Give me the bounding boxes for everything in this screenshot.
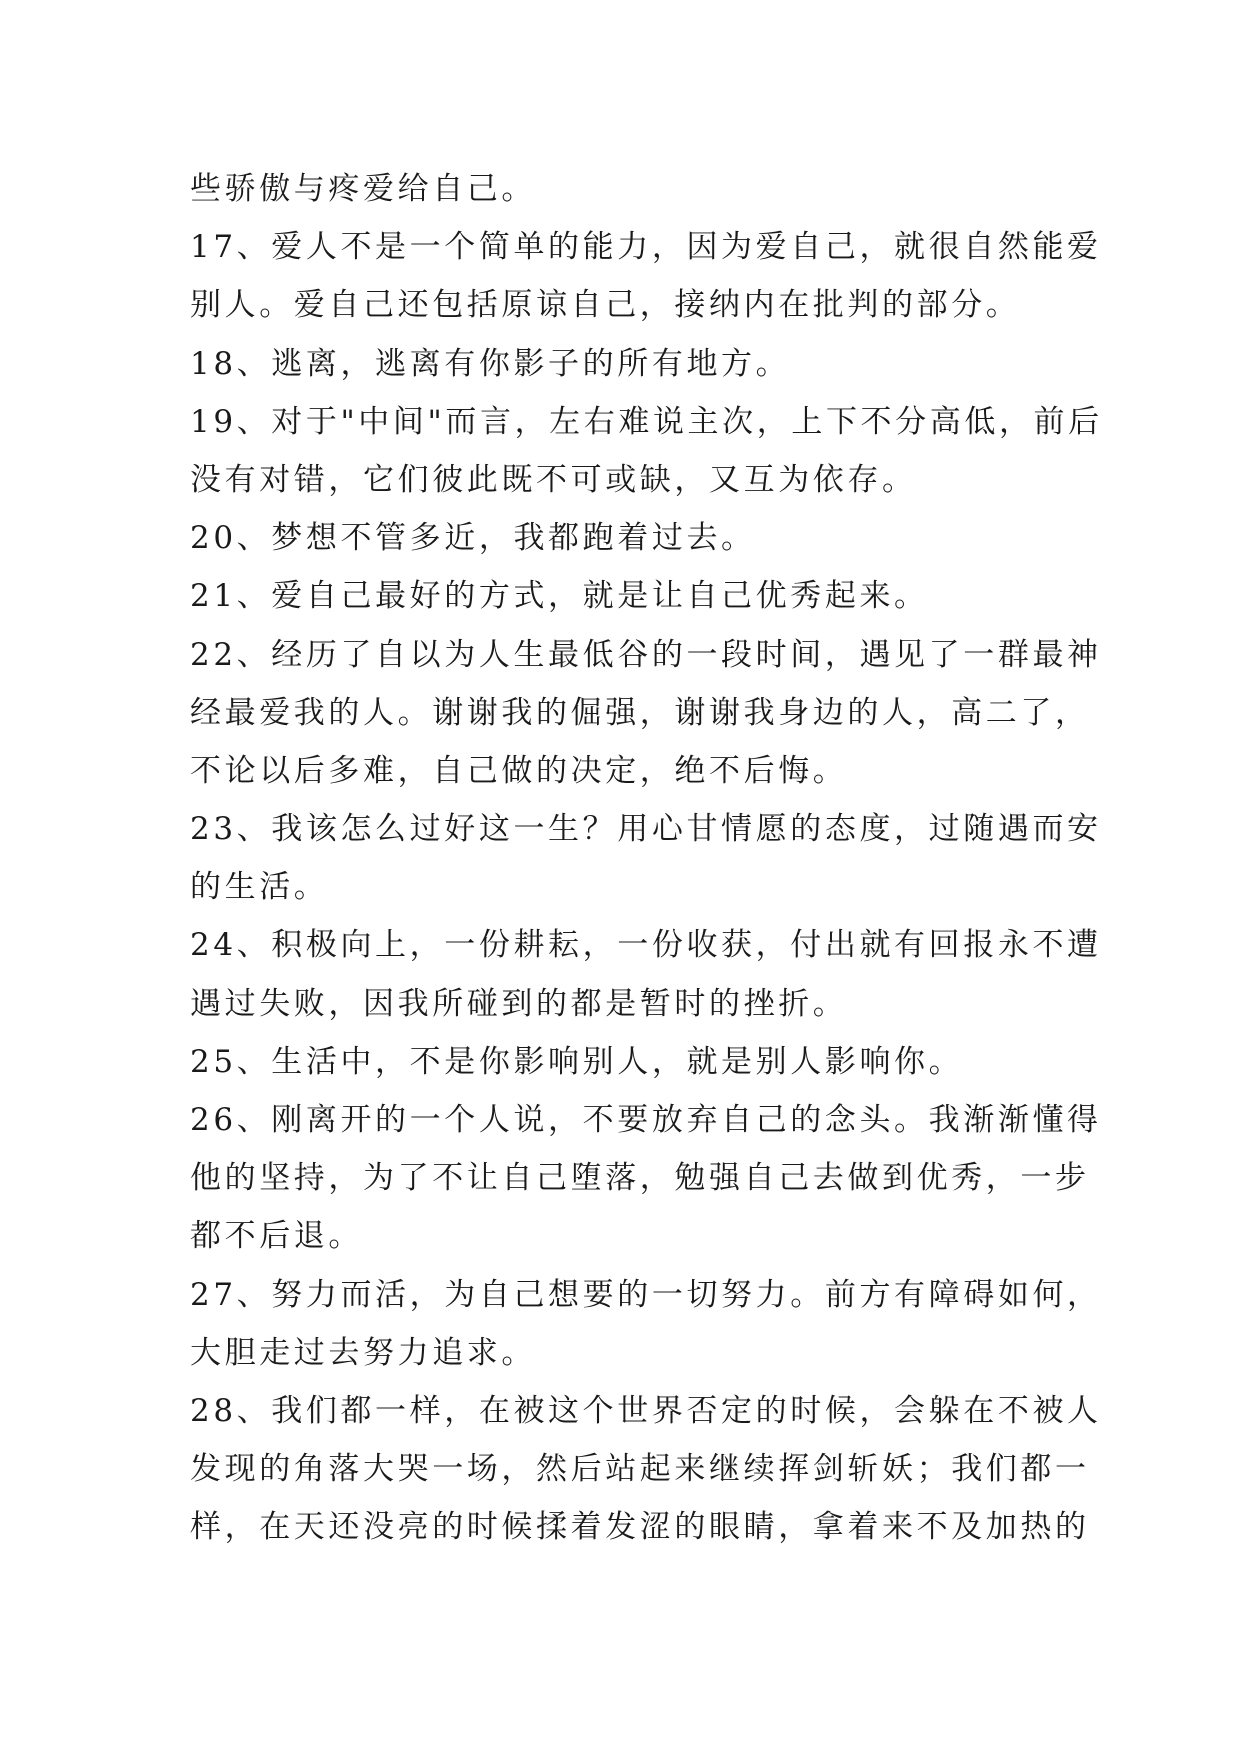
text-line: 他的坚持，为了不让自己堕落，勉强自己去做到优秀，一步 (190, 1160, 1090, 1197)
text-line: 20、梦想不管多近，我都跑着过去。 (190, 520, 756, 557)
text-line: 别人。爱自己还包括原谅自己，接纳内在批判的部分。 (190, 287, 1021, 324)
text-line: 大胆走过去努力追求。 (190, 1334, 536, 1371)
text-line: 24、积极向上，一份耕耘，一份收获，付出就有回报永不遭 (190, 927, 1102, 964)
text-line: 22、经历了自以为人生最低谷的一段时间，遇见了一群最神 (190, 636, 1102, 673)
text-line: 23、我该怎么过好这一生？用心甘情愿的态度，过随遇而安 (190, 811, 1102, 848)
text-line: 都不后退。 (190, 1218, 363, 1255)
text-line: 的生活。 (190, 869, 329, 906)
text-line: 遇过失败，因我所碰到的都是暂时的挫折。 (190, 985, 848, 1022)
text-line: 27、努力而活，为自己想要的一切努力。前方有障碍如何， (190, 1276, 1102, 1313)
text-line: 17、爱人不是一个简单的能力，因为爱自己，就很自然能爱 (190, 229, 1102, 266)
text-line: 28、我们都一样，在被这个世界否定的时候，会躲在不被人 (190, 1392, 1102, 1429)
text-line: 不论以后多难，自己做的决定，绝不后悔。 (190, 752, 848, 789)
text-line: 些骄傲与疼爱给自己。 (190, 171, 536, 207)
text-line: 18、逃离，逃离有你影子的所有地方。 (190, 345, 791, 382)
text-line: 21、爱自己最好的方式，就是让自己优秀起来。 (190, 578, 929, 615)
text-line: 26、刚离开的一个人说，不要放弃自己的念头。我渐渐懂得 (190, 1102, 1102, 1138)
text-line: 发现的角落大哭一场，然后站起来继续挥剑斩妖；我们都一 (190, 1451, 1090, 1488)
text-line: 样，在天还没亮的时候揉着发涩的眼睛，拿着来不及加热的 (190, 1509, 1090, 1546)
text-line: 25、生活中，不是你影响别人，就是别人影响你。 (190, 1043, 964, 1080)
text-line: 没有对错，它们彼此既不可或缺，又互为依存。 (190, 461, 917, 498)
text-line: 19、对于"中间"而言，左右难说主次，上下不分高低，前后 (190, 403, 1103, 440)
document-body (190, 160, 1103, 1557)
text-line: 经最爱我的人。谢谢我的倔强，谢谢我身边的人，高二了， (190, 694, 1090, 731)
